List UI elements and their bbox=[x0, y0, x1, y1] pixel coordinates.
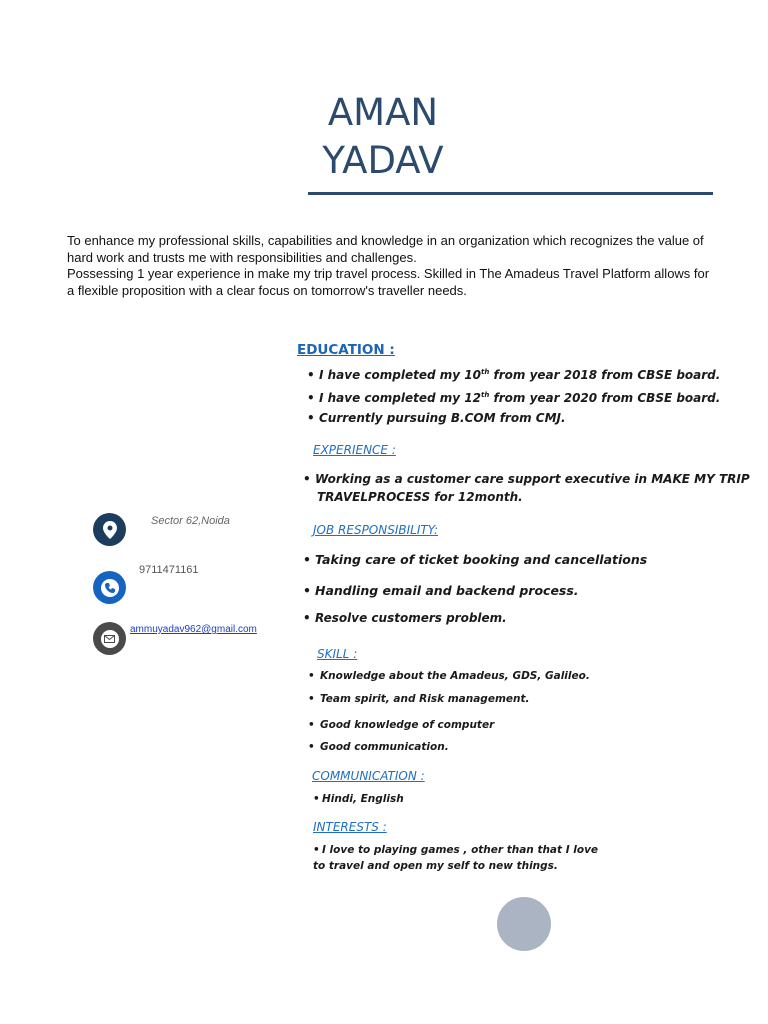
job-responsibility-heading: JOB RESPONSIBILITY: bbox=[313, 523, 439, 537]
interests-item: • I love to playing games , other than that I love bbox=[313, 844, 599, 856]
header-divider bbox=[308, 192, 713, 195]
objective-paragraph-2: Possessing 1 year experience in make my trip travel process. Skilled in The Amadeus Travel Platform allows for a flexible proposition with a clear focus on tomorrow's traveller needs. bbox=[67, 266, 710, 298]
job-item-2: • Handling email and backend process. bbox=[303, 583, 579, 598]
location-pin-icon bbox=[93, 513, 126, 546]
interests-heading: INTERESTS : bbox=[313, 820, 387, 834]
education-item-1: • I have completed my 10th from year 2018 from CBSE board. bbox=[307, 368, 721, 382]
experience-item-continued: TRAVELPROCESS for 12month. bbox=[317, 490, 523, 504]
contact-phone: 9711471161 bbox=[139, 564, 199, 576]
interests-item-continued: to travel and open my self to new things. bbox=[313, 860, 558, 872]
contact-address: Sector 62,Noida bbox=[151, 515, 230, 527]
skill-item-1: • Knowledge about the Amadeus, GDS, Galileo. bbox=[308, 670, 590, 682]
experience-heading: EXPERIENCE : bbox=[313, 443, 396, 457]
experience-item: • Working as a customer care support executive in MAKE MY TRIP bbox=[303, 472, 750, 486]
skill-item-4: • Good communication. bbox=[308, 741, 449, 753]
skill-item-3: • Good knowledge of computer bbox=[308, 719, 495, 731]
profile-photo-placeholder bbox=[497, 897, 551, 951]
skill-item-2: • Team spirit, and Risk management. bbox=[308, 693, 530, 705]
mail-icon bbox=[93, 622, 126, 655]
last-name: YADAV bbox=[322, 139, 444, 182]
job-item-3: • Resolve customers problem. bbox=[303, 611, 507, 625]
first-name: AMAN bbox=[327, 91, 439, 134]
communication-heading: COMMUNICATION : bbox=[312, 769, 425, 783]
objective-section bbox=[67, 233, 717, 299]
job-item-1: • Taking care of ticket booking and cancellations bbox=[303, 552, 648, 567]
communication-item: • Hindi, English bbox=[313, 793, 404, 805]
education-item-3: • Currently pursuing B.COM from CMJ. bbox=[307, 411, 566, 425]
skill-heading: SKILL : bbox=[317, 647, 358, 661]
education-item-2: • I have completed my 12th from year 2020 from CBSE board. bbox=[307, 391, 721, 405]
education-heading: EDUCATION : bbox=[297, 342, 395, 358]
phone-icon bbox=[93, 571, 126, 604]
objective-paragraph-1: To enhance my professional skills, capabilities and knowledge in an organization which recognizes the value of hard work and trusts me with responsibilities and challenges. bbox=[67, 233, 704, 265]
contact-email[interactable]: ammuyadav962@gmail.com bbox=[130, 624, 257, 635]
